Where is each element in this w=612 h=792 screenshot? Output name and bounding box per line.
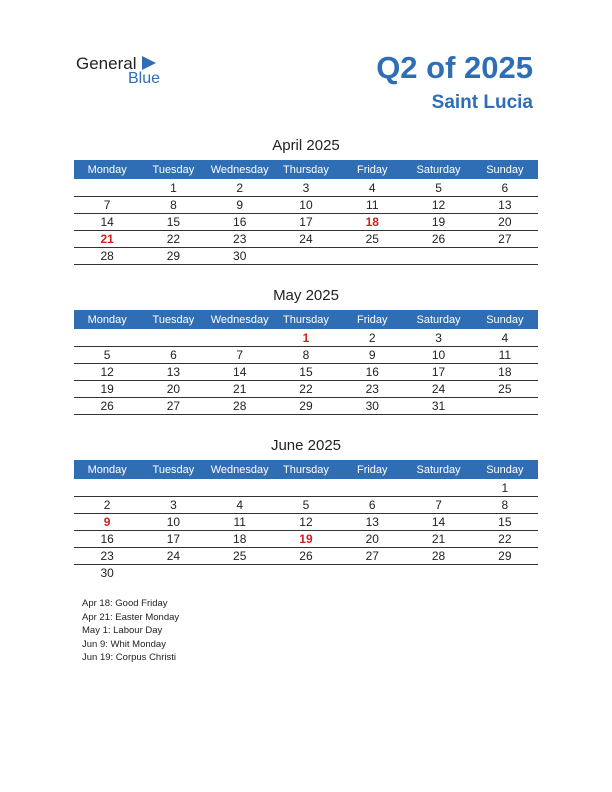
day-cell: 11 <box>472 347 538 364</box>
month-title: May 2025 <box>273 287 339 304</box>
day-cell: 27 <box>339 548 405 565</box>
day-cell: 2 <box>339 329 405 347</box>
day-cell: 25 <box>339 231 405 248</box>
day-cell: 4 <box>207 497 273 514</box>
day-cell: 17 <box>273 214 339 231</box>
weekday-header: Wednesday <box>207 460 273 479</box>
weekday-header: Thursday <box>273 460 339 479</box>
calendar-table <box>74 460 538 581</box>
day-cell <box>472 398 538 415</box>
weekday-header: Wednesday <box>207 160 273 179</box>
week-row <box>74 479 538 497</box>
weekday-header: Saturday <box>405 310 471 329</box>
day-cell: 24 <box>405 381 471 398</box>
week-row <box>74 364 538 381</box>
week-row <box>74 398 538 415</box>
weekday-header-row <box>74 460 538 479</box>
day-cell: 21 <box>207 381 273 398</box>
holiday-note: Jun 9: Whit Monday <box>82 638 166 650</box>
day-cell: 8 <box>472 497 538 514</box>
day-cell: 22 <box>140 231 206 248</box>
day-cell: 26 <box>405 231 471 248</box>
day-cell <box>74 479 140 497</box>
day-cell: 18 <box>472 364 538 381</box>
day-cell: 1 <box>140 179 206 197</box>
weekday-header: Friday <box>339 160 405 179</box>
day-cell: 29 <box>140 248 206 265</box>
day-cell: 13 <box>339 514 405 531</box>
week-row <box>74 497 538 514</box>
day-cell: 3 <box>140 497 206 514</box>
weekday-header: Tuesday <box>140 310 206 329</box>
week-row <box>74 197 538 214</box>
weekday-header: Monday <box>74 310 140 329</box>
day-cell: 14 <box>405 514 471 531</box>
day-cell <box>207 565 273 582</box>
day-cell: 21 <box>405 531 471 548</box>
day-cell: 23 <box>339 381 405 398</box>
day-cell: 6 <box>472 179 538 197</box>
day-cell: 9 <box>207 197 273 214</box>
day-cell <box>140 565 206 582</box>
day-cell <box>74 179 140 197</box>
day-cell: 22 <box>472 531 538 548</box>
day-cell: 14 <box>207 364 273 381</box>
week-row <box>74 514 538 531</box>
day-cell: 10 <box>273 197 339 214</box>
day-cell: 23 <box>207 231 273 248</box>
day-cell: 16 <box>339 364 405 381</box>
holiday-note: Jun 19: Corpus Christi <box>82 652 176 664</box>
day-cell: 4 <box>472 329 538 347</box>
day-cell: 15 <box>140 214 206 231</box>
day-cell: 14 <box>74 214 140 231</box>
day-cell: 19 <box>273 531 339 548</box>
day-cell: 7 <box>207 347 273 364</box>
day-cell: 11 <box>339 197 405 214</box>
day-cell <box>273 479 339 497</box>
day-cell <box>339 479 405 497</box>
logo-word-general: General <box>76 54 137 73</box>
day-cell: 28 <box>405 548 471 565</box>
weekday-header: Wednesday <box>207 310 273 329</box>
day-cell: 15 <box>273 364 339 381</box>
day-cell: 26 <box>273 548 339 565</box>
week-row <box>74 214 538 231</box>
day-cell: 4 <box>339 179 405 197</box>
day-cell: 3 <box>273 179 339 197</box>
day-cell: 12 <box>405 197 471 214</box>
day-cell: 2 <box>74 497 140 514</box>
day-cell <box>140 479 206 497</box>
day-cell: 17 <box>140 531 206 548</box>
day-cell: 12 <box>273 514 339 531</box>
day-cell <box>405 479 471 497</box>
day-cell: 26 <box>74 398 140 415</box>
day-cell: 9 <box>74 514 140 531</box>
day-cell: 11 <box>207 514 273 531</box>
week-row <box>74 347 538 364</box>
weekday-header: Monday <box>74 160 140 179</box>
day-cell: 15 <box>472 514 538 531</box>
day-cell: 1 <box>472 479 538 497</box>
day-cell: 30 <box>339 398 405 415</box>
weekday-header: Sunday <box>472 460 538 479</box>
month-june <box>74 436 538 581</box>
day-cell: 28 <box>207 398 273 415</box>
week-row <box>74 381 538 398</box>
day-cell: 7 <box>405 497 471 514</box>
day-cell: 20 <box>140 381 206 398</box>
weekday-header-row <box>74 310 538 329</box>
day-cell: 25 <box>207 548 273 565</box>
holiday-note: May 1: Labour Day <box>82 625 163 637</box>
brand-logo <box>76 52 176 88</box>
weekday-header: Monday <box>74 460 140 479</box>
day-cell: 18 <box>339 214 405 231</box>
day-cell <box>472 565 538 582</box>
day-cell: 8 <box>140 197 206 214</box>
day-cell: 28 <box>74 248 140 265</box>
day-cell: 18 <box>207 531 273 548</box>
holiday-notes <box>82 597 179 665</box>
month-may <box>74 286 538 415</box>
day-cell <box>339 248 405 265</box>
day-cell: 19 <box>74 381 140 398</box>
holiday-note: Apr 18: Good Friday <box>82 598 168 609</box>
week-row <box>74 329 538 347</box>
week-row <box>74 248 538 265</box>
day-cell: 19 <box>405 214 471 231</box>
weekday-header: Friday <box>339 460 405 479</box>
day-cell: 5 <box>273 497 339 514</box>
day-cell <box>405 248 471 265</box>
day-cell: 6 <box>339 497 405 514</box>
day-cell <box>74 329 140 347</box>
day-cell <box>405 565 471 582</box>
day-cell: 23 <box>74 548 140 565</box>
week-row <box>74 531 538 548</box>
day-cell: 1 <box>273 329 339 347</box>
week-row <box>74 565 538 582</box>
day-cell: 21 <box>74 231 140 248</box>
weekday-header: Thursday <box>273 310 339 329</box>
day-cell <box>273 565 339 582</box>
day-cell: 3 <box>405 329 471 347</box>
day-cell: 27 <box>472 231 538 248</box>
holiday-note: Apr 21: Easter Monday <box>82 611 180 623</box>
day-cell: 10 <box>140 514 206 531</box>
weekday-header: Friday <box>339 310 405 329</box>
page-title: Q2 of 2025 <box>376 50 533 85</box>
day-cell: 20 <box>472 214 538 231</box>
weekday-header: Tuesday <box>140 160 206 179</box>
day-cell: 22 <box>273 381 339 398</box>
day-cell <box>273 248 339 265</box>
month-title: June 2025 <box>270 437 342 454</box>
day-cell <box>207 329 273 347</box>
day-cell: 5 <box>74 347 140 364</box>
weekday-header: Thursday <box>273 160 339 179</box>
day-cell: 30 <box>207 248 273 265</box>
weekday-header: Sunday <box>472 160 538 179</box>
day-cell: 24 <box>273 231 339 248</box>
day-cell: 29 <box>273 398 339 415</box>
logo-word-blue: Blue <box>128 70 161 87</box>
month-title: April 2025 <box>272 137 340 154</box>
month-april <box>74 136 538 265</box>
day-cell: 9 <box>339 347 405 364</box>
day-cell: 10 <box>405 347 471 364</box>
weekday-header: Saturday <box>405 160 471 179</box>
day-cell: 2 <box>207 179 273 197</box>
week-row <box>74 179 538 197</box>
day-cell: 29 <box>472 548 538 565</box>
weekday-header: Saturday <box>405 460 471 479</box>
calendar-table <box>74 310 538 415</box>
day-cell: 16 <box>74 531 140 548</box>
weekday-header: Tuesday <box>140 460 206 479</box>
day-cell: 31 <box>405 398 471 415</box>
day-cell: 30 <box>100 566 114 580</box>
day-cell <box>207 479 273 497</box>
week-row <box>74 231 538 248</box>
day-cell: 13 <box>472 197 538 214</box>
day-cell: 8 <box>273 347 339 364</box>
weekday-header-row <box>74 160 538 179</box>
day-cell: 7 <box>74 197 140 214</box>
day-cell <box>472 248 538 265</box>
page-subtitle: Saint Lucia <box>431 92 533 113</box>
day-cell <box>140 329 206 347</box>
day-cell: 5 <box>405 179 471 197</box>
day-cell: 24 <box>140 548 206 565</box>
day-cell: 27 <box>140 398 206 415</box>
day-cell: 13 <box>140 364 206 381</box>
day-cell: 20 <box>339 531 405 548</box>
calendar-table <box>74 160 538 265</box>
flag-icon <box>142 56 156 70</box>
day-cell <box>339 565 405 582</box>
day-cell: 17 <box>405 364 471 381</box>
day-cell: 25 <box>472 381 538 398</box>
day-cell: 6 <box>140 347 206 364</box>
weekday-header: Sunday <box>472 310 538 329</box>
day-cell: 16 <box>207 214 273 231</box>
week-row <box>74 548 538 565</box>
day-cell: 12 <box>74 364 140 381</box>
